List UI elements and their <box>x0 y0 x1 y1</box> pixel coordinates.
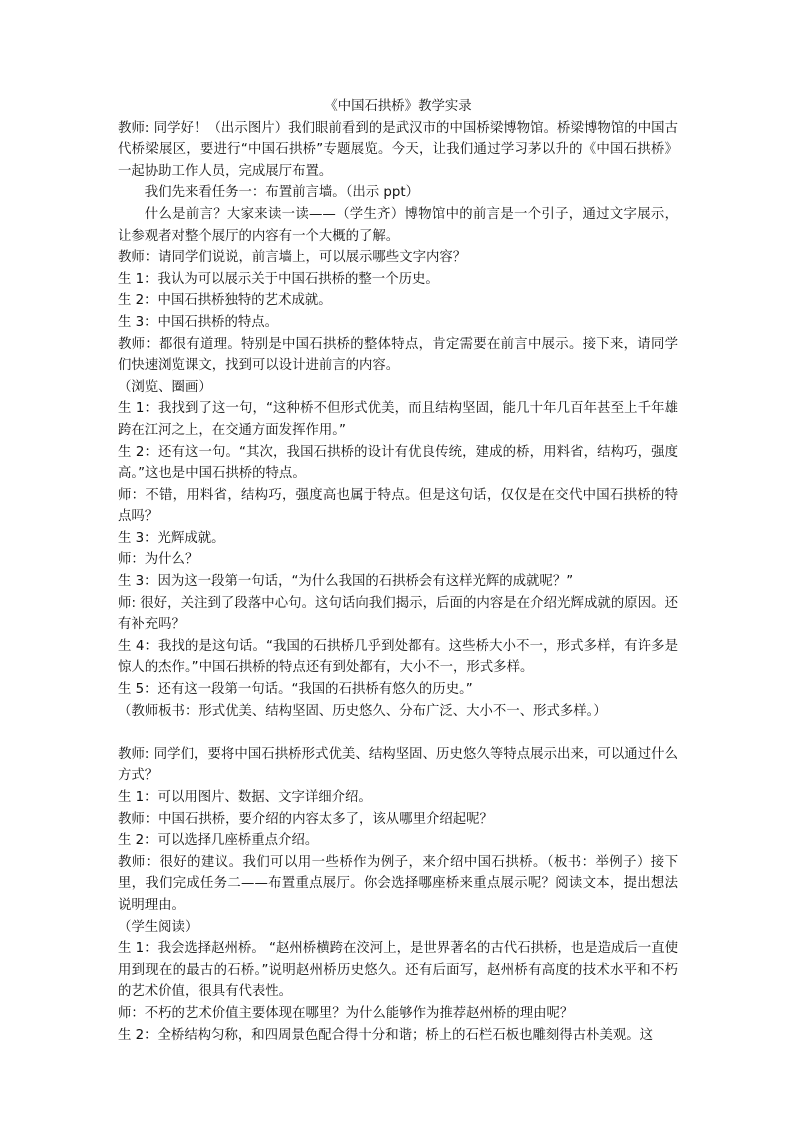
paragraph: 教师：很好的建议。我们可以用一些桥作为例子，来介绍中国石拱桥。（板书：举例子）接下里，我们完成任务二——布置重点展厅。你会选择哪座桥来重点展示呢？阅读文本，提出想法说明理由。 <box>118 854 678 913</box>
paragraph: 生 1：我找到了这一句，“这种桥不但形式优美，而且结构坚固，能几十年几百年甚至上千年雄跨在江河之上，在交通方面发挥作用。” <box>118 401 678 438</box>
paragraph: 生 2：全桥结构匀称，和四周景色配合得十分和谐；桥上的石栏石板也雕刻得古朴美观。这 <box>118 1027 654 1043</box>
paragraph: 生 1：我会选择赵州桥。 “赵州桥横跨在洨河上，是世界著名的古代石拱桥，也是造成后一直使用到现在的最古的石桥。”说明赵州桥历史悠久。还有后面写，赵州桥有高度的技术水平和不朽的艺术价值，很具有代表性。 <box>118 941 678 1000</box>
document-title: 《中国石拱桥》教学实录 <box>324 99 472 114</box>
paragraph: 生 5：还有这一段第一句话。“我国的石拱桥有悠久的历史。” <box>118 682 473 698</box>
paragraph-teacher-intro: 教师: 同学好！（出示图片）我们眼前看到的是武汉市的中国桥梁博物馆。桥梁博物馆的中国古代桥梁展区，要进行“中国石拱桥”专题展览。今天，让我们通过学习茅以升的《中国石拱桥》一起协助工作人员，完成展厅布置。 <box>118 120 678 179</box>
paragraph: 教师：请同学们说说，前言墙上，可以展示哪些文字内容？ <box>118 250 467 266</box>
paragraph: 教师：都很有道理。特别是中国石拱桥的整体特点，肯定需要在前言中展示。接下来，请同学们快速浏览课文，找到可以设计进前言的内容。 <box>118 336 678 374</box>
paragraph: 生 1：可以用图片、数据、文字详细介绍。 <box>118 790 372 805</box>
paragraph: 师：不朽的艺术价值主要体现在哪里？为什么能够作为推荐赵州桥的理由呢？ <box>118 1005 574 1021</box>
paragraph: 师：不错，用料省，结构巧，强度高也属于特点。但是这句话，仅仅是在交代中国石拱桥的特点吗？ <box>118 487 678 525</box>
paragraph: （学生阅读） <box>118 919 199 935</box>
blank-line <box>118 722 678 744</box>
paragraph: 教师：中国石拱桥，要介绍的内容太多了，该从哪里介绍起呢？ <box>118 811 493 827</box>
document-page <box>118 96 678 1046</box>
paragraph-task-one: 我们先来看任务一：布置前言墙。（出示 ppt） <box>144 185 420 201</box>
paragraph: （浏览、圈画） <box>118 379 212 395</box>
paragraph: 生 3：因为这一段第一句话，“为什么我国的石拱桥会有这样光辉的成就呢？” <box>118 574 574 590</box>
paragraph: 师: 很好，关注到了段落中心句。这句话向我们揭示，后面的内容是在介绍光辉成就的原因。还有补充吗？ <box>118 595 678 633</box>
paragraph: 教师: 同学们，要将中国石拱桥形式优美、结构坚固、历史悠久等特点展示出来，可以通过什么方式？ <box>118 746 678 784</box>
paragraph: 生 3：中国石拱桥的特点。 <box>118 314 279 330</box>
paragraph: 生 2：中国石拱桥独特的艺术成就。 <box>118 293 332 309</box>
paragraph: 生 1：我认为可以展示关于中国石拱桥的整一个历史。 <box>118 271 439 287</box>
paragraph: 生 4：我找的是这句话。“我国的石拱桥几乎到处都有。这些桥大小不一，形式多样，有许多是惊人的杰作。”中国石拱桥的特点还有到处都有，大小不一，形式多样。 <box>118 638 678 676</box>
paragraph: 师：为什么？ <box>118 552 199 568</box>
paragraph-preface-definition: 什么是前言？大家来读一读——（学生齐）博物馆中的前言是一个引子，通过文字展示，让参观者对整个展厅的内容有一个大概的了解。 <box>118 206 678 244</box>
paragraph: 生 3：光辉成就。 <box>118 530 225 546</box>
paragraph: 生 2：还有这一句。“其次，我国石拱桥的设计有优良传统，建成的桥，用料省，结构巧，强度高。”这也是中国石拱桥的特点。 <box>118 444 678 482</box>
paragraph: 生 2：可以选择几座桥重点介绍。 <box>118 833 319 849</box>
paragraph-board-notes: （教师板书：形式优美、结构坚固、历史悠久、分布广泛、大小不一、形式多样。） <box>118 703 607 719</box>
